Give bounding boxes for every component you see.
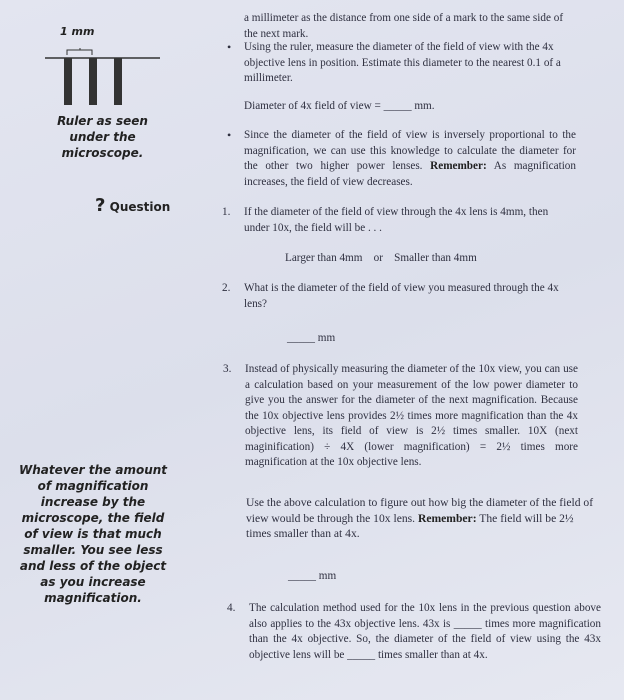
q2-text: What is the diameter of the field of view you measured through the 4x lens? <box>244 282 559 310</box>
bullet-measure: Using the ruler, measure the diameter of the field of view with the 4x objective lens in position. Estimate this diameter to the nearest 0.1 of a millimeter. <box>244 41 561 84</box>
bullet-inverse-tail: As magnification increases, the field of view decreases. <box>244 160 576 188</box>
q3b-text: Use the above calculation to figure out how big the diameter of the field of view would be through the 10x lens. <box>246 496 594 525</box>
ruler-illustration <box>45 48 160 108</box>
q2-answer[interactable]: _____ mm <box>287 332 336 344</box>
q2-number: 2. <box>222 282 231 294</box>
intro-text: a millimeter as the distance from one side of a mark to the same side of the next mark. <box>244 12 564 40</box>
q1-number: 1. <box>222 206 231 218</box>
question-label: Question <box>109 200 171 214</box>
magnification-note: Whatever the amount of magnification increase by the microscope, the field of view is that much smaller. You see less and less of the object as you increase magnification. <box>18 463 168 605</box>
bullet-inverse: Since the diameter of the field of view is inversely proportional to the magnification, we can use this knowledge to calculate the diameter for the other two higher power lenses. <box>244 129 576 172</box>
q4-number: 4. <box>227 602 236 614</box>
ruler-caption: Ruler as seen under the microscope. <box>57 114 148 160</box>
q3b-tail: The field will be 2½ times smaller than at 4x. <box>246 511 574 540</box>
q3-answer[interactable]: _____ mm <box>288 570 337 582</box>
q1-options[interactable]: Larger than 4mm or Smaller than 4mm <box>285 252 477 264</box>
remember-label: Remember: <box>430 160 487 172</box>
ruler-label: 1 mm <box>60 25 95 38</box>
q1-text: If the diameter of the field of view through the 4x lens is 4mm, then under 10x, the field will be . . . <box>244 206 549 234</box>
remember-label-2: Remember: <box>417 511 477 525</box>
question-heading <box>95 195 171 216</box>
q3-number: 3. <box>223 363 232 375</box>
diameter-4x-field[interactable]: Diameter of 4x field of view = _____ mm. <box>244 100 435 112</box>
q4-text: The calculation method used for the 10x lens in the previous question above also applies to the 43x objective lens. 43x is _____ times more magnification than the 4x objective. So, the diameter of the field of view using the 43x objective lens will be _____ times smaller than at 4x. <box>249 602 601 661</box>
q3-text: Instead of physically measuring the diameter of the 10x view, you can use a calculation based on your measurement of the low power diameter to give you the answer for the diameter of the next magnification. Because the 10x objective lens provides 2½ times more magnification than the 4x objective lens, its field of view is 2½ times smaller. 10X (next maginification) ÷ 4X (lower magnification) = 2½ times more magnification at the 10x objective lens. <box>245 363 578 468</box>
question-icon: ? <box>95 195 106 216</box>
